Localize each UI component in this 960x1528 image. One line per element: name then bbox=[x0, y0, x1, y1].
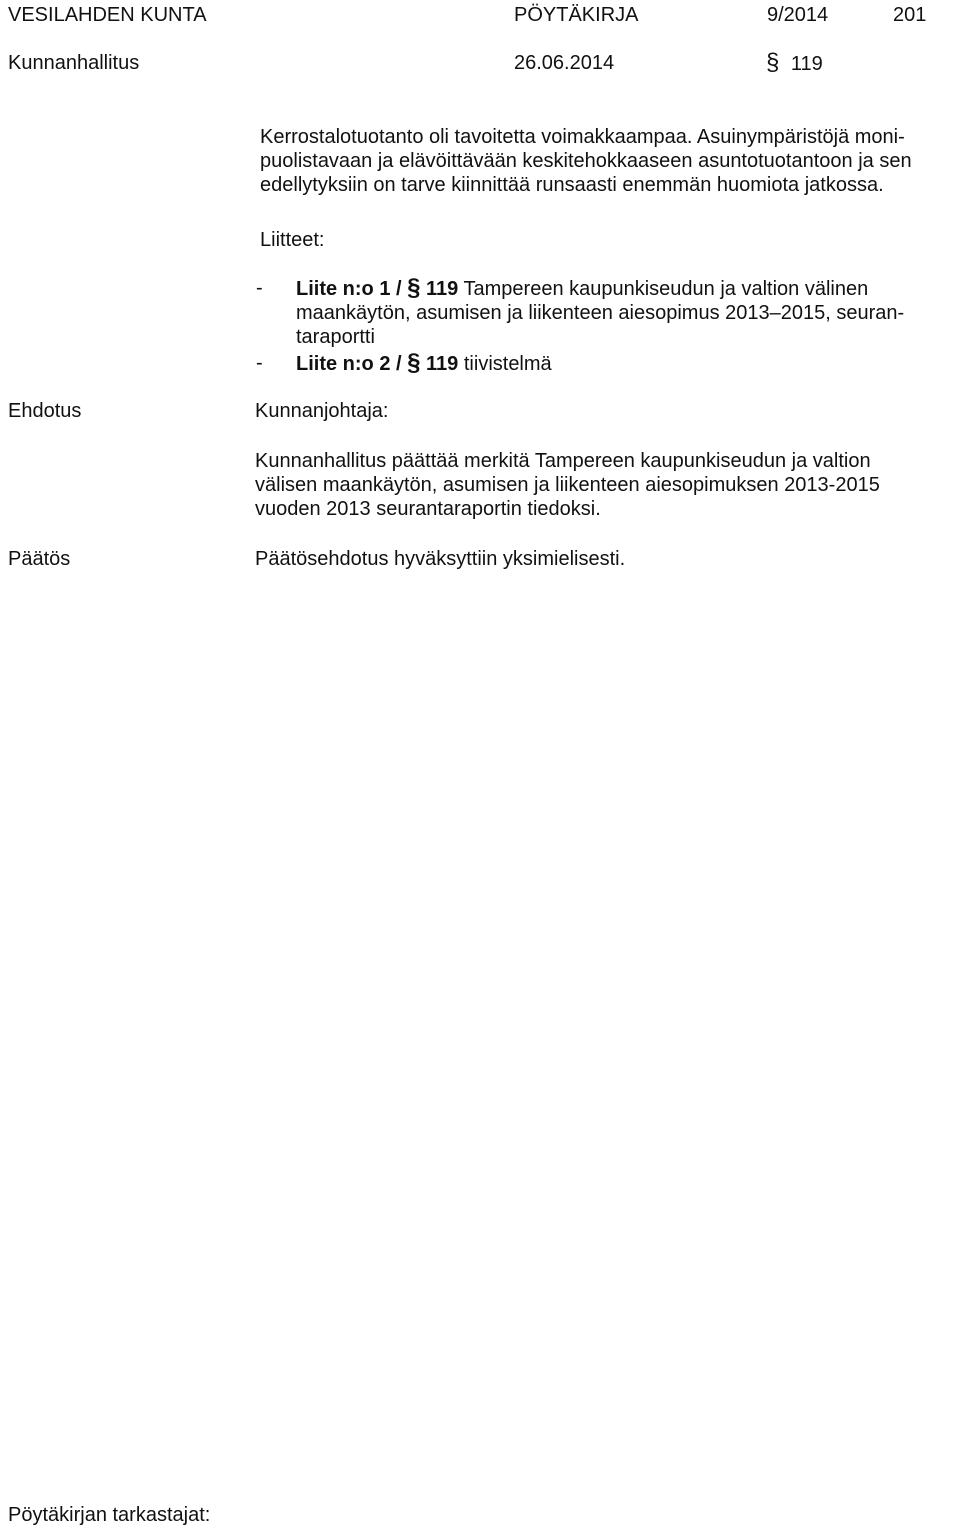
proposal-text bbox=[255, 449, 880, 521]
intro-line: Kerrostalotuotanto oli tavoitetta voimakkaampaa. Asuinympäristöjä moni- bbox=[260, 126, 905, 148]
attachment-ref-number: 119 bbox=[420, 353, 459, 375]
attachment-line bbox=[296, 351, 552, 376]
body-name: Kunnanhallitus bbox=[8, 52, 140, 74]
proposal-line: vuoden 2013 seurantaraportin tiedoksi. bbox=[255, 498, 601, 520]
meeting-number: 9/2014 bbox=[767, 4, 829, 26]
intro-paragraph bbox=[260, 125, 912, 197]
intro-line: edellytyksiin on tarve kiinnittää runsaasti enemmän huomiota jatkossa. bbox=[260, 174, 884, 196]
attachment-body bbox=[296, 351, 552, 376]
section-reference bbox=[766, 51, 823, 76]
attachment-item bbox=[256, 351, 956, 377]
page-number: 201 bbox=[893, 4, 927, 26]
organization-name: VESILAHDEN KUNTA bbox=[8, 4, 207, 26]
section-symbol: § bbox=[407, 349, 421, 376]
attachment-ref-prefix: Liite n:o 1 / bbox=[296, 278, 408, 300]
signature-label: Pöytäkirjan tarkastajat: bbox=[8, 1504, 211, 1526]
attachment-line bbox=[296, 276, 904, 301]
attachment-title: Tampereen kaupunkiseudun ja valtion välinen bbox=[458, 278, 869, 300]
attachment-body bbox=[296, 276, 904, 349]
attachment-ref-prefix: Liite n:o 2 / bbox=[296, 353, 408, 375]
meeting-date: 26.06.2014 bbox=[514, 52, 615, 74]
attachment-line: taraportti bbox=[296, 326, 375, 348]
attachment-title: tiivistelmä bbox=[458, 353, 552, 375]
document-type: PÖYTÄKIRJA bbox=[514, 4, 639, 26]
proposal-line: Kunnanhallitus päättää merkitä Tampereen kaupunkiseudun ja valtion bbox=[255, 450, 871, 472]
section-symbol: § bbox=[407, 274, 421, 301]
attachment-item bbox=[256, 276, 956, 348]
proposal-line: välisen maankäytön, asumisen ja liikenteen aiesopimuksen 2013-2015 bbox=[255, 474, 880, 496]
section-number: 119 bbox=[790, 53, 823, 75]
proposal-presenter: Kunnanjohtaja: bbox=[255, 400, 389, 422]
intro-line: puolistavaan ja elävöittävään keskitehokkaaseen asuntotuotantoon ja sen bbox=[260, 150, 912, 172]
decision-text: Päätösehdotus hyväksyttiin yksimielisesti. bbox=[255, 548, 626, 570]
section-symbol: § bbox=[766, 49, 780, 76]
proposal-label: Ehdotus bbox=[8, 400, 82, 422]
attachment-ref-number: 119 bbox=[420, 278, 459, 300]
decision-label: Päätös bbox=[8, 548, 71, 570]
list-dash: - bbox=[256, 352, 263, 374]
attachment-line: maankäytön, asumisen ja liikenteen aiesopimus 2013–2015, seuran- bbox=[296, 302, 905, 324]
attachments-heading: Liitteet: bbox=[260, 229, 325, 251]
list-dash: - bbox=[256, 277, 263, 299]
